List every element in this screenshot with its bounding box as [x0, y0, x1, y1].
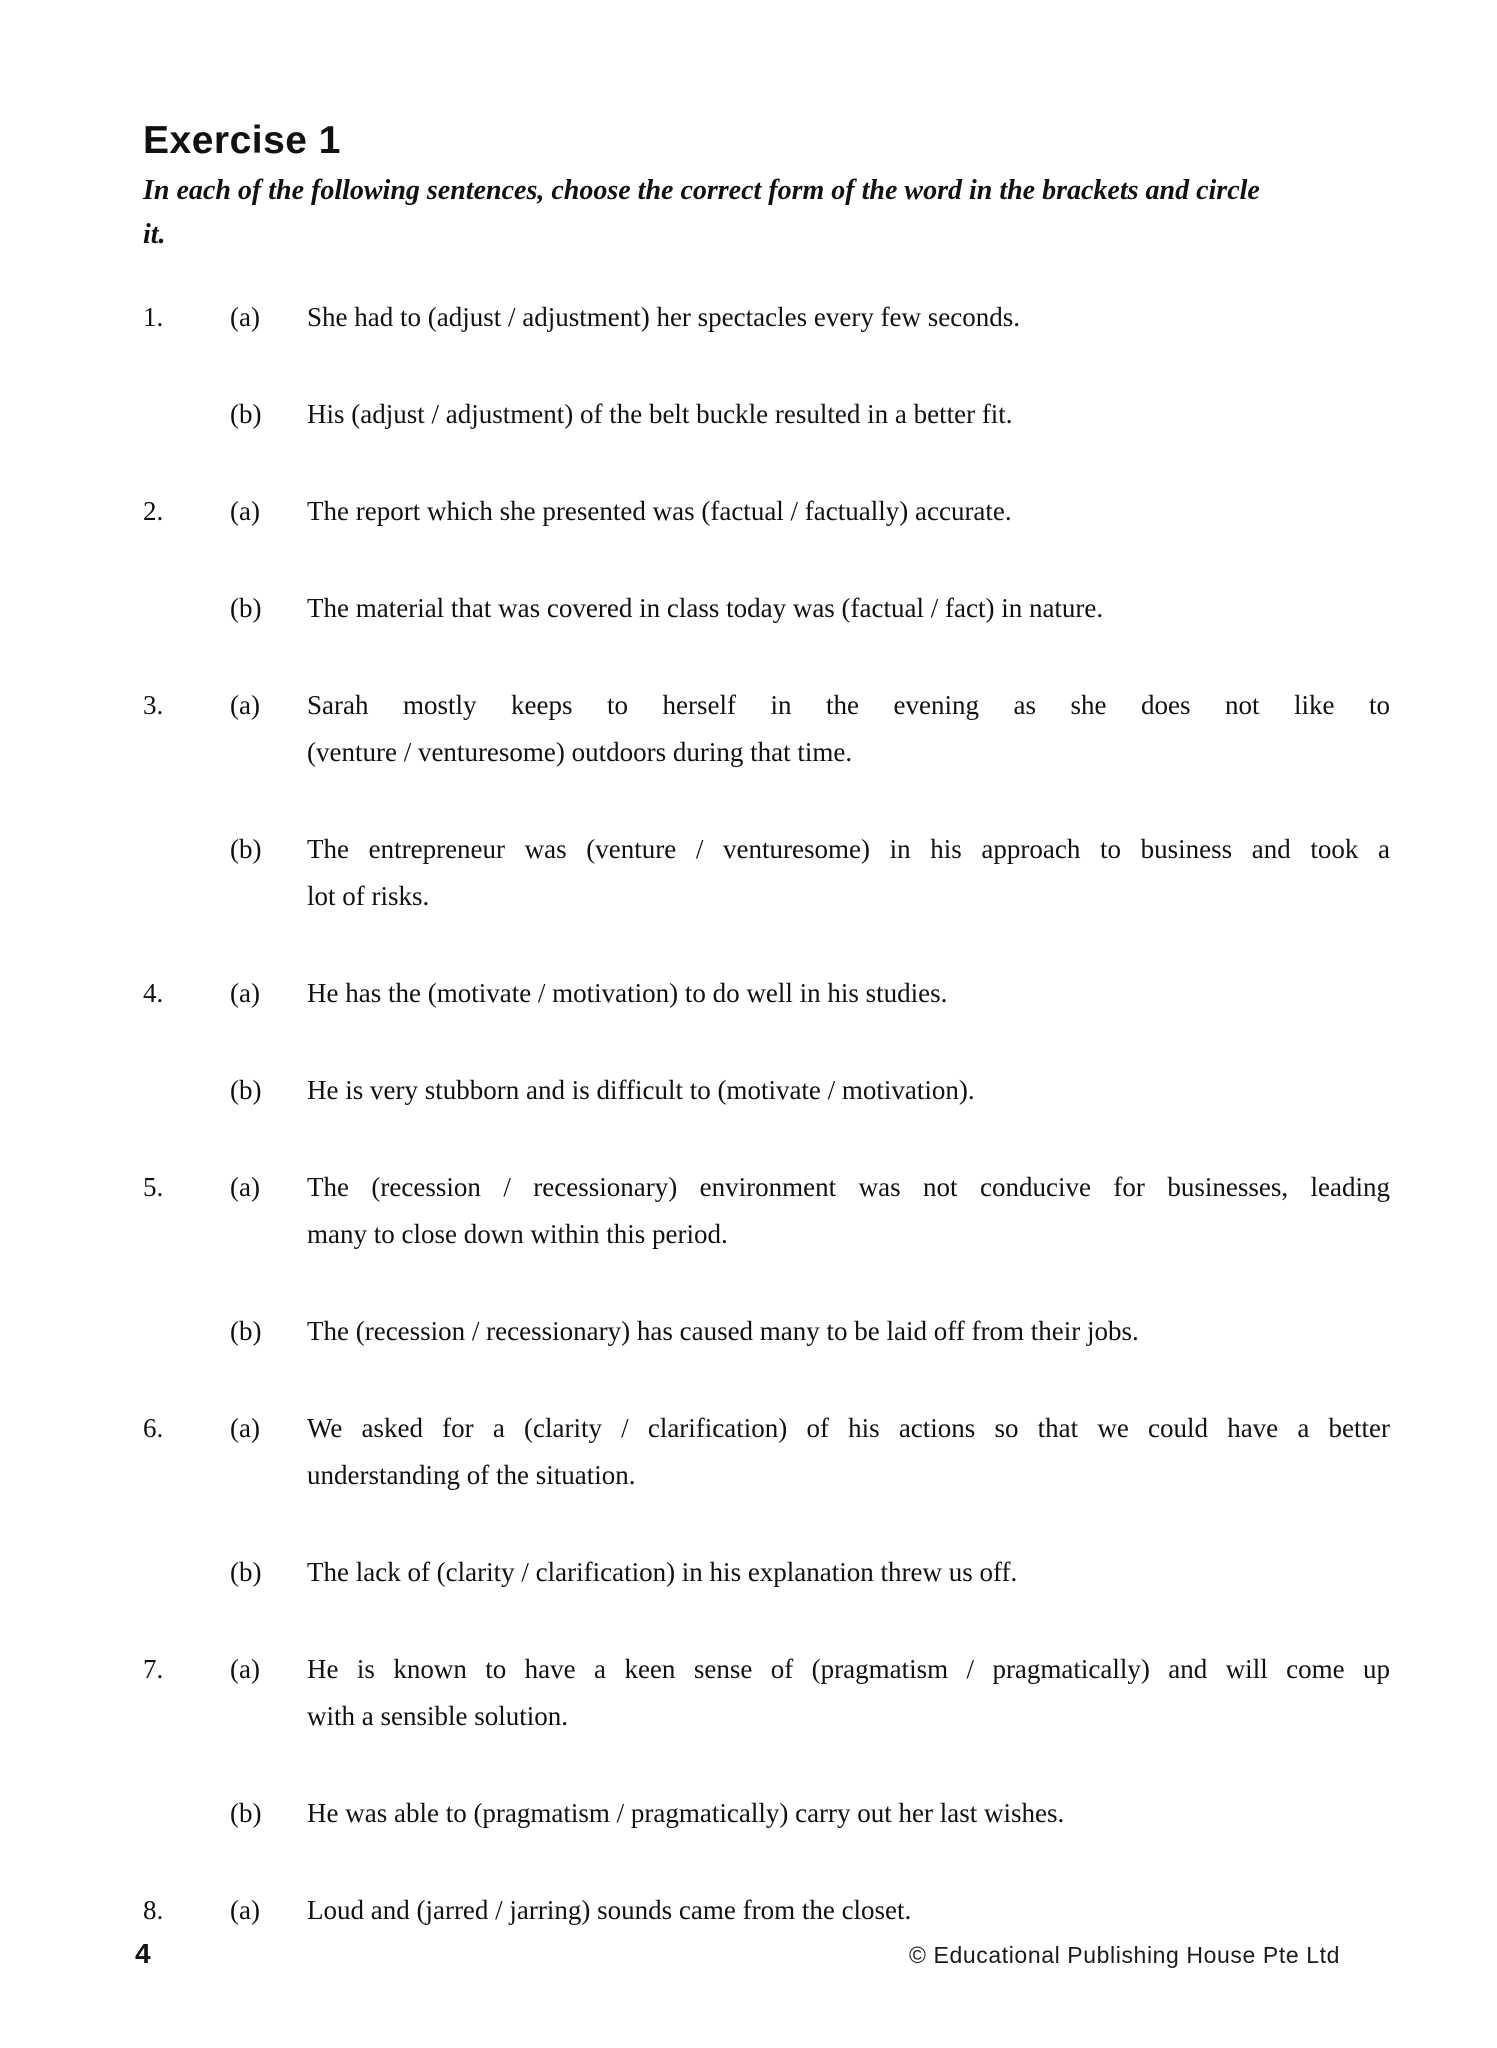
sentence-text	[307, 1887, 1390, 1934]
item-number	[143, 1790, 230, 1837]
sentence-line: The (recession / recessionary) environment was not conducive for businesses, leading	[307, 1172, 1390, 1202]
part-label: (b)	[230, 1798, 262, 1828]
sentence-text	[307, 1405, 1390, 1499]
item-number: 5.	[143, 1172, 164, 1202]
exercise-part-row	[143, 1887, 1390, 1934]
sentence-line: with a sensible solution.	[307, 1701, 568, 1731]
part-label: (b)	[230, 593, 262, 623]
sentence-line: (venture / venturesome) outdoors during that time.	[307, 737, 853, 767]
item-number: 1.	[143, 302, 164, 332]
sentence-line: The (recession / recessionary) has caused many to be laid off from their jobs.	[307, 1316, 1139, 1346]
part-label: (a)	[230, 978, 260, 1008]
instruction-line: In each of the following sentences, choose the correct form of the word in the brackets and circle	[143, 175, 1260, 206]
sentence-line: He is very stubborn and is difficult to (motivate / motivation).	[307, 1075, 975, 1105]
sentence-line: He was able to (pragmatism / pragmatically) carry out her last wishes.	[307, 1798, 1065, 1828]
part-label: (b)	[230, 1557, 262, 1587]
exercise-part-row	[143, 1790, 1390, 1837]
item-number	[143, 391, 230, 438]
sentence-text	[307, 391, 1390, 438]
exercise-part-row	[143, 970, 1390, 1017]
exercise-part-row	[143, 1405, 1390, 1499]
sentence-text	[307, 1790, 1390, 1837]
part-label: (a)	[230, 690, 260, 720]
exercise-part-row	[143, 488, 1390, 535]
sentence-text	[307, 970, 1390, 1017]
sentence-text	[307, 294, 1390, 341]
part-label: (a)	[230, 302, 260, 332]
item-number	[143, 1308, 230, 1355]
exercise-part-row	[143, 682, 1390, 776]
exercise-part-row	[143, 1164, 1390, 1258]
sentence-line: His (adjust / adjustment) of the belt buckle resulted in a better fit.	[307, 399, 1013, 429]
part-label: (a)	[230, 1654, 260, 1684]
sentence-line: understanding of the situation.	[307, 1460, 636, 1490]
sentence-text	[307, 826, 1390, 920]
item-number: 4.	[143, 978, 164, 1008]
exercise-part-row	[143, 585, 1390, 632]
exercise-part-row	[143, 1308, 1390, 1355]
sentence-line: lot of risks.	[307, 881, 430, 911]
copyright-text: © Educational Publishing House Pte Ltd	[908, 1942, 1340, 1968]
exercise-part-row	[143, 294, 1390, 341]
page-number: 4	[135, 1938, 151, 1969]
part-label: (a)	[230, 1172, 260, 1202]
sentence-text	[307, 585, 1390, 632]
sentence-line: The lack of (clarity / clarification) in his explanation threw us off.	[307, 1557, 1018, 1587]
part-label: (a)	[230, 496, 260, 526]
item-number	[143, 585, 230, 632]
sentence-line: He has the (motivate / motivation) to do well in his studies.	[307, 978, 948, 1008]
item-number: 7.	[143, 1654, 164, 1684]
sentence-text	[307, 1067, 1390, 1114]
sentence-line: We asked for a (clarity / clarification) of his actions so that we could have a better	[307, 1413, 1390, 1443]
exercise-part-row	[143, 1646, 1390, 1740]
exercise-part-row	[143, 1549, 1390, 1596]
instruction-line: it.	[143, 219, 166, 250]
item-number: 2.	[143, 496, 164, 526]
item-number: 8.	[143, 1895, 164, 1925]
sentence-line: Loud and (jarred / jarring) sounds came from the closet.	[307, 1895, 912, 1925]
exercise-part-row	[143, 826, 1390, 920]
sentence-text	[307, 1308, 1390, 1355]
sentence-line: The report which she presented was (factual / factually) accurate.	[307, 496, 1012, 526]
part-label: (b)	[230, 399, 262, 429]
exercise-part-row	[143, 1067, 1390, 1114]
item-number	[143, 1549, 230, 1596]
part-label: (b)	[230, 1316, 262, 1346]
sentence-line: She had to (adjust / adjustment) her spectacles every few seconds.	[307, 302, 1021, 332]
part-label: (b)	[230, 834, 262, 864]
sentence-line: The entrepreneur was (venture / venturesome) in his approach to business and took a	[307, 834, 1390, 864]
part-label: (a)	[230, 1895, 260, 1925]
page-title: Exercise 1	[143, 119, 342, 162]
part-label: (a)	[230, 1413, 260, 1443]
sentence-text	[307, 488, 1390, 535]
item-number	[143, 1067, 230, 1114]
sentence-text	[307, 1646, 1390, 1740]
sentence-line: The material that was covered in class today was (factual / fact) in nature.	[307, 593, 1104, 623]
sentence-text	[307, 1164, 1390, 1258]
exercise-part-row	[143, 391, 1390, 438]
exercise-items	[143, 294, 1390, 1934]
sentence-text	[307, 682, 1390, 776]
sentence-line: Sarah mostly keeps to herself in the evening as she does not like to	[307, 690, 1390, 720]
page-footer	[135, 1938, 1340, 1970]
sentence-text	[307, 1549, 1390, 1596]
item-number: 6.	[143, 1413, 164, 1443]
item-number: 3.	[143, 690, 164, 720]
sentence-line: many to close down within this period.	[307, 1219, 728, 1249]
page-content	[143, 120, 1390, 1984]
item-number	[143, 826, 230, 920]
sentence-line: He is known to have a keen sense of (pragmatism / pragmatically) and will come up	[307, 1654, 1390, 1684]
instructions	[143, 169, 1390, 257]
part-label: (b)	[230, 1075, 262, 1105]
